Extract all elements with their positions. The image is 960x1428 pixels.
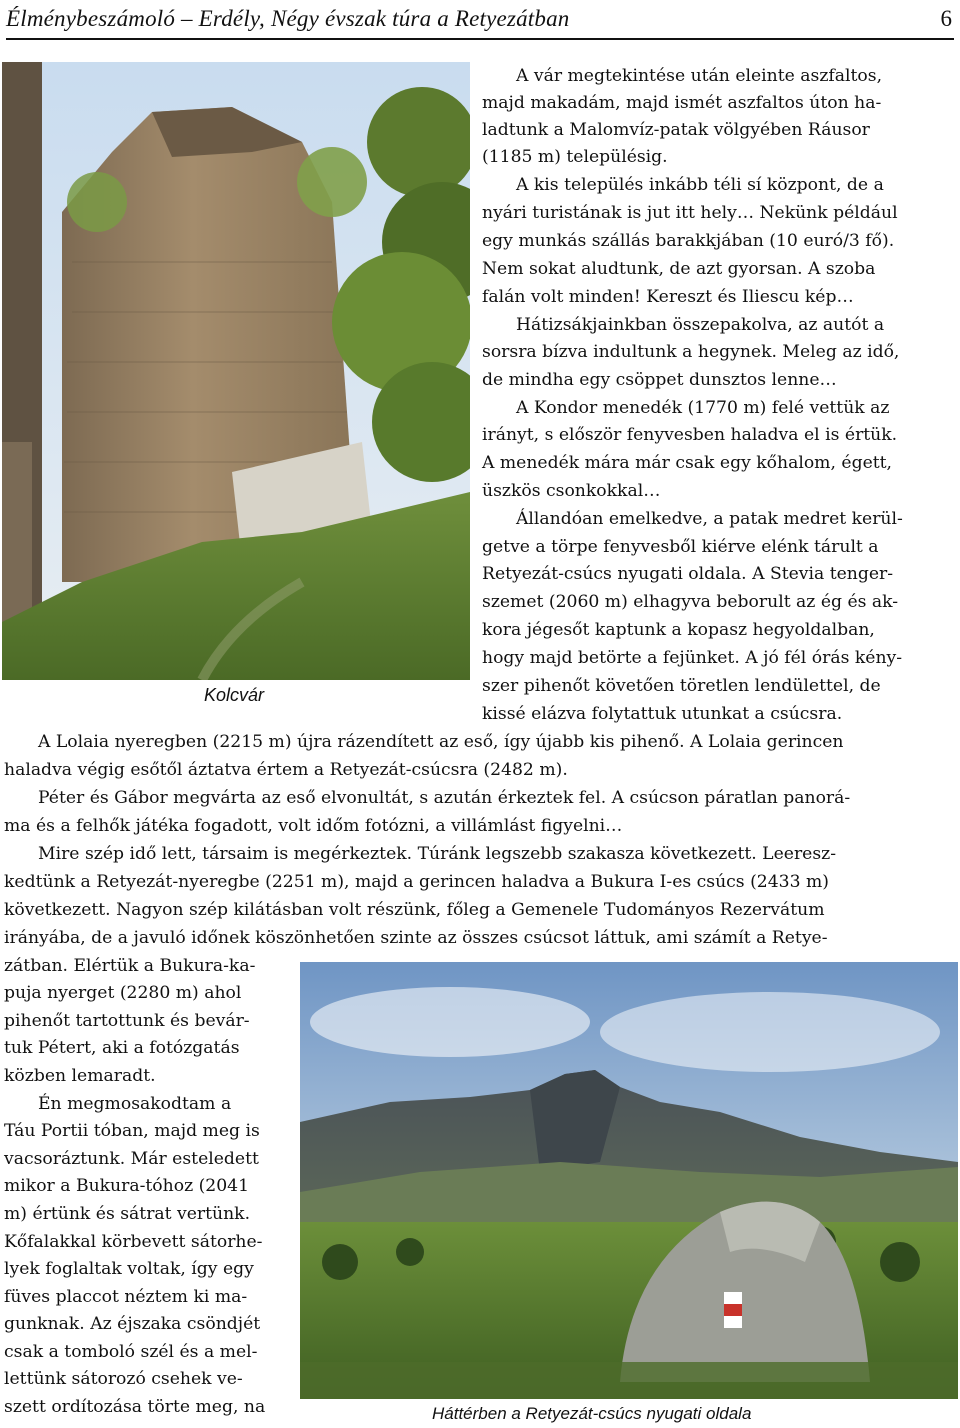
- mountain-landscape-icon: [300, 962, 958, 1399]
- text-line: Mire szép idő lett, társaim is megérkeztek. Túránk legszebb szakasza következett. Leeresz-: [38, 844, 837, 864]
- text-line: kedtünk a Retyezát-nyeregbe (2251 m), majd a gerincen haladva a Bukura I-es csúcs (2433 m): [4, 872, 829, 892]
- text-line: kissé elázva folytattuk utunkat a csúcsra.: [482, 704, 843, 724]
- text-line: getve a törpe fenyvesből kiérve elénk tárult a: [482, 537, 879, 557]
- text-line: mikor a Bukura-tóhoz (2041: [4, 1176, 250, 1196]
- text-line: ma és a felhők játéka fogadott, volt időm fotózni, a villámlást figyelni…: [4, 816, 623, 836]
- text-line: Nem sokat aludtunk, de azt gyorsan. A szoba: [482, 259, 876, 279]
- text-line: A Lolaia nyeregben (2215 m) újra rázendített az eső, így újabb kis pihenő. A Lolaia gerincen: [38, 732, 844, 752]
- text-line: irányt, s először fenyvesben haladva el is értük.: [482, 425, 898, 445]
- text-line: gunknak. Az éjszaka csöndjét: [4, 1314, 261, 1334]
- text-line: szett ordítozása törte meg, na: [4, 1397, 266, 1417]
- text-line: zátban. Elértük a Bukura-ka-: [4, 956, 256, 976]
- text-line: Kőfalakkal körbevett sátorhe-: [4, 1232, 263, 1252]
- text-line: m) értünk és sátrat vertünk.: [4, 1204, 251, 1224]
- castle-ruin-photo: [2, 62, 470, 680]
- text-line: csak a tomboló szél és a mel-: [4, 1342, 258, 1362]
- text-line: (1185 m) településig.: [482, 147, 668, 167]
- text-line: nyári turistának is jut itt hely… Nekünk például: [482, 203, 898, 223]
- text-line: egy munkás szállás barakkjában (10 euró/3 fő).: [482, 231, 895, 251]
- text-line: üszkös csonkokkal…: [482, 481, 661, 501]
- text-line: ladtunk a Malomvíz-patak völgyében Ráusor: [482, 120, 870, 140]
- text-line: de mindha egy csöppet dunsztos lenne…: [482, 370, 837, 390]
- text-line: hogy majd betörte a fejünket. A jó fél órás kény-: [482, 648, 903, 668]
- text-line: A menedék mára már csak egy kőhalom, égett,: [482, 453, 893, 473]
- text-line: következett. Nagyon szép kilátásban volt részünk, főleg a Gemenele Tudományos Rezervátum: [4, 900, 825, 920]
- castle-caption: Kolcvár: [204, 685, 265, 705]
- text-line: pihenőt tartottunk és bevár-: [4, 1011, 250, 1031]
- text-line: Én megmosakodtam a: [38, 1094, 232, 1114]
- text-line: puja nyerget (2280 m) ahol: [4, 983, 242, 1003]
- castle-ruin-icon: [2, 62, 470, 680]
- text-line: Hátizsákjainkban összepakolva, az autót a: [516, 315, 885, 335]
- text-line: lyek foglaltak voltak, így egy: [4, 1259, 254, 1279]
- header-title: Élménybeszámoló – Erdély, Négy évszak túra a Retyezátban: [6, 6, 570, 31]
- text-line: Állandóan emelkedve, a patak medret kerül-: [516, 509, 903, 529]
- text-line: füves placcot néztem ki ma-: [4, 1287, 248, 1307]
- page-number: 6: [940, 6, 952, 31]
- text-line: A Kondor menedék (1770 m) felé vettük az: [516, 398, 890, 418]
- text-line: szemet (2060 m) elhagyva beborult az ég és ak-: [482, 592, 899, 612]
- text-line: kora jégesőt kaptunk a kopasz hegyoldalban,: [482, 620, 875, 640]
- text-line: szer pihenőt követően töretlen lendülettel, de: [482, 676, 881, 696]
- text-line: sorsra bízva indultunk a hegynek. Meleg az idő,: [482, 342, 900, 362]
- text-line: vacsoráztunk. Már esteledett: [4, 1149, 259, 1169]
- text-line: A vár megtekintése után eleinte aszfaltos,: [516, 66, 883, 86]
- text-line: közben lemaradt.: [4, 1066, 156, 1086]
- text-line: majd makadám, majd ismét aszfaltos úton ha-: [482, 93, 882, 113]
- text-line: Péter és Gábor megvárta az eső elvonultát, s azután érkeztek fel. A csúcson páratlan panorá-: [38, 788, 851, 808]
- text-line: tuk Pétert, aki a fotózgatás: [4, 1038, 240, 1058]
- mountain-caption: Háttérben a Retyezát-csúcs nyugati oldala: [432, 1404, 752, 1423]
- text-line: falán volt minden! Kereszt és Iliescu kép…: [482, 287, 854, 307]
- text-line: Táu Portii tóban, majd meg is: [4, 1121, 260, 1141]
- text-line: Retyezát-csúcs nyugati oldala. A Stevia tenger-: [482, 564, 894, 584]
- running-header: [6, 4, 954, 40]
- text-line: irányába, de a javuló időnek köszönhetően szinte az összes csúcsot láttuk, ami számít a Retye-: [4, 928, 828, 948]
- mountain-photo: [300, 962, 958, 1399]
- text-line: haladva végig esőtől áztatva értem a Retyezát-csúcsra (2482 m).: [4, 760, 568, 780]
- text-line: lettünk sátorozó csehek ve-: [4, 1369, 243, 1389]
- text-line: A kis település inkább téli sí központ, de a: [516, 175, 884, 195]
